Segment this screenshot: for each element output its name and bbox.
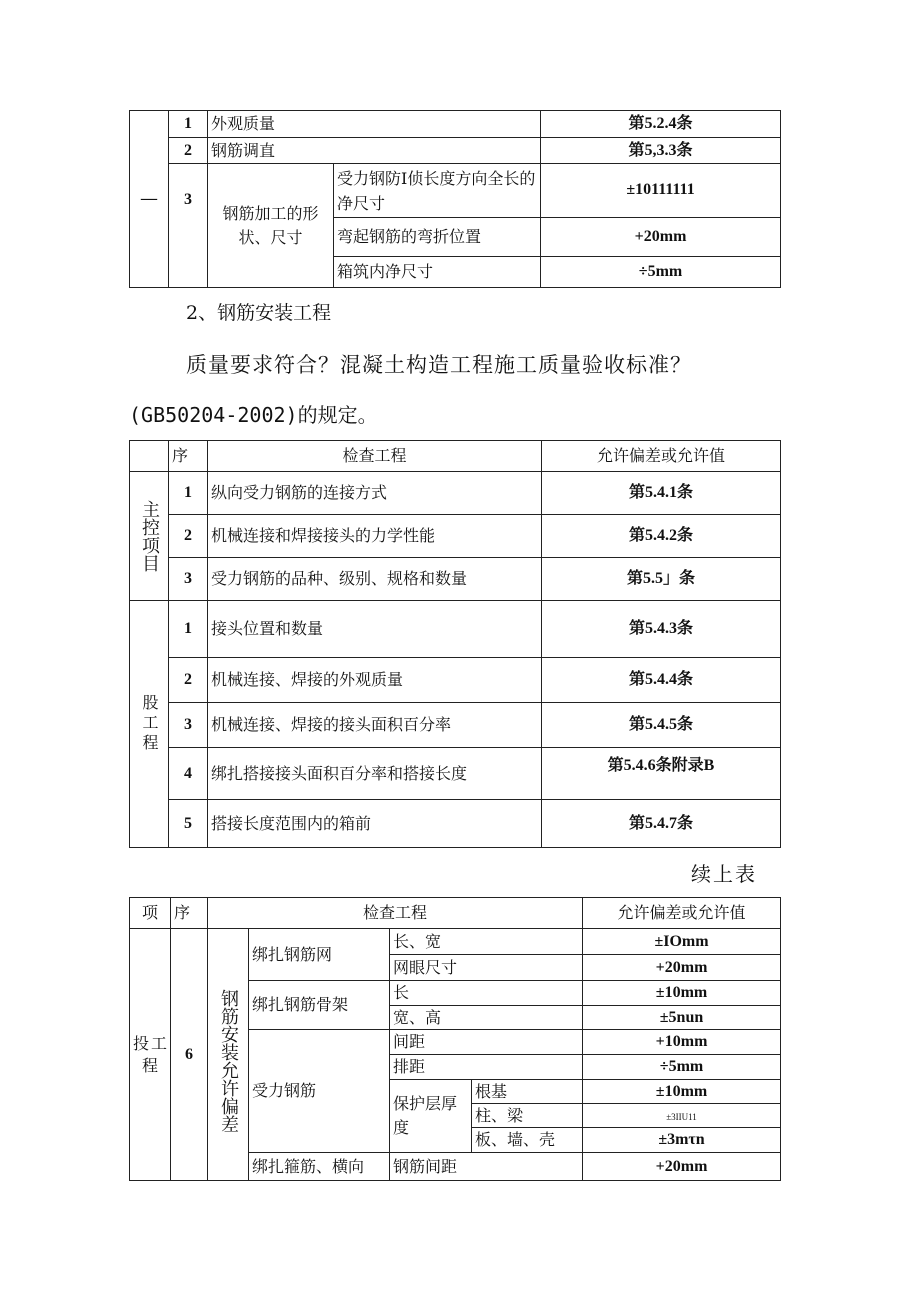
header-number: 序 (169, 441, 208, 472)
group-label: — (130, 111, 169, 288)
inspection-item: 机械连接、焊接的外观质量 (208, 658, 542, 703)
sub-item: 弯起钢筋的弯折位置 (334, 218, 541, 257)
section-heading: 2、钢筋安装工程 (186, 302, 332, 324)
allowed-value: ±3mτn (583, 1128, 781, 1153)
allowed-value: 第5.4.5条 (542, 703, 781, 748)
allowed-value: 第5.2.4条 (541, 111, 781, 138)
table-3 (129, 897, 781, 1181)
inspection-item: 接头位置和数量 (208, 601, 542, 658)
allowed-value: 第5.4.6条附录B (542, 748, 781, 800)
allowed-value: ±10111111 (541, 164, 781, 218)
sub-item: 间距 (390, 1030, 583, 1055)
cover-label (390, 1080, 472, 1153)
paragraph-line-1: 质量要求符合？混凝土构造工程施工质量验收标准？ (186, 353, 692, 377)
stirrup-label: 绑扎箍筋、横向 (249, 1153, 390, 1181)
allowed-value: ±5nun (583, 1006, 781, 1030)
row-number: 5 (169, 800, 208, 848)
row-number: 1 (169, 601, 208, 658)
sub-item: 长、宽 (390, 929, 583, 955)
row-number: 2 (169, 138, 208, 164)
allowed-value: ÷5mm (583, 1055, 781, 1080)
row-number: 3 (169, 164, 208, 288)
bars-label: 受力钢筋 (249, 1030, 390, 1153)
allowed-value: ±10mm (583, 1080, 781, 1104)
inspection-item: 纵向受力钢筋的连接方式 (208, 472, 542, 515)
row-number: 1 (169, 472, 208, 515)
header-item: 检查工程 (208, 441, 542, 472)
allowed-value: ±3IIU11 (583, 1104, 781, 1128)
sub-item: 钢筋间距 (390, 1153, 583, 1181)
inspection-item: 外观质量 (208, 111, 541, 138)
allowed-value: ÷5mm (541, 257, 781, 288)
main-control-text: 主控项目 (139, 500, 160, 572)
row-number: 3 (169, 558, 208, 601)
header-number: 序 (171, 898, 208, 929)
vertical-label-text: 钢筋安装允许偏差 (218, 989, 239, 1133)
allowed-value: 第5.4.4条 (542, 658, 781, 703)
table-1 (129, 110, 781, 288)
inspection-item: 绑扎搭接接头面积百分率和搭接长度 (208, 748, 542, 800)
allowed-value: +20mm (583, 955, 781, 981)
allowed-value: 第5,3.3条 (541, 138, 781, 164)
sub-item: 板、墙、壳 (472, 1128, 583, 1153)
row-number: 2 (169, 658, 208, 703)
sub-item: 长 (390, 981, 583, 1006)
allowed-value: 第5.5」条 (542, 558, 781, 601)
allowed-value: 第5.4.3条 (542, 601, 781, 658)
row-number: 6 (171, 929, 208, 1181)
header-blank (130, 441, 169, 472)
row-number: 2 (169, 515, 208, 558)
header-item: 检查工程 (208, 898, 583, 929)
sub-item: 排距 (390, 1055, 583, 1080)
sub-item: 受力钢防I侦长度方向全长的净尺寸 (334, 164, 541, 218)
sub-item: 网眼尺寸 (390, 955, 583, 981)
cover-label-text: 保护层厚度 (393, 1094, 458, 1137)
sub-item: 柱、梁 (472, 1104, 583, 1128)
inspection-item: 钢筋调直 (208, 138, 541, 164)
allowed-value: ±10mm (583, 981, 781, 1006)
row-number: 3 (169, 703, 208, 748)
mesh-label: 绑扎钢筋网 (249, 929, 390, 981)
vertical-label (208, 929, 249, 1181)
header-value: 允许偏差或允许值 (583, 898, 781, 929)
allowed-value: +20mm (541, 218, 781, 257)
continued-label: 续上表 (691, 862, 757, 886)
inspection-item: 受力钢筋的品种、级别、规格和数量 (208, 558, 542, 601)
inspection-item: 机械连接、焊接的接头面积百分率 (208, 703, 542, 748)
table-2 (129, 440, 781, 848)
cage-label: 绑扎钢筋骨架 (249, 981, 390, 1030)
allowed-value: +20mm (583, 1153, 781, 1181)
inspection-item: 钢筋加工的形状、尺寸 (208, 164, 334, 288)
row-number: 4 (169, 748, 208, 800)
row-number: 1 (169, 111, 208, 138)
group-label-text: 投工程 (133, 1033, 170, 1075)
inspection-item: 机械连接和焊接接头的力学性能 (208, 515, 542, 558)
paragraph-line-2: (GB50204-2002)的规定。 (129, 403, 378, 427)
allowed-value: 第5.4.1条 (542, 472, 781, 515)
main-control-label (130, 472, 169, 601)
sub-item: 根基 (472, 1080, 583, 1104)
allowed-value: +10mm (583, 1030, 781, 1055)
header-category: 项 (130, 898, 171, 929)
general-label (130, 601, 169, 848)
inspection-item: 搭接长度范围内的箱前 (208, 800, 542, 848)
allowed-value: ±IOmm (583, 929, 781, 955)
sub-item: 宽、高 (390, 1006, 583, 1030)
general-text: 股工程 (140, 694, 159, 754)
allowed-value: 第5.4.2条 (542, 515, 781, 558)
allowed-value: 第5.4.7条 (542, 800, 781, 848)
sub-item: 箱筑内净尺寸 (334, 257, 541, 288)
group-label (130, 929, 171, 1181)
header-value: 允许偏差或允许值 (542, 441, 781, 472)
